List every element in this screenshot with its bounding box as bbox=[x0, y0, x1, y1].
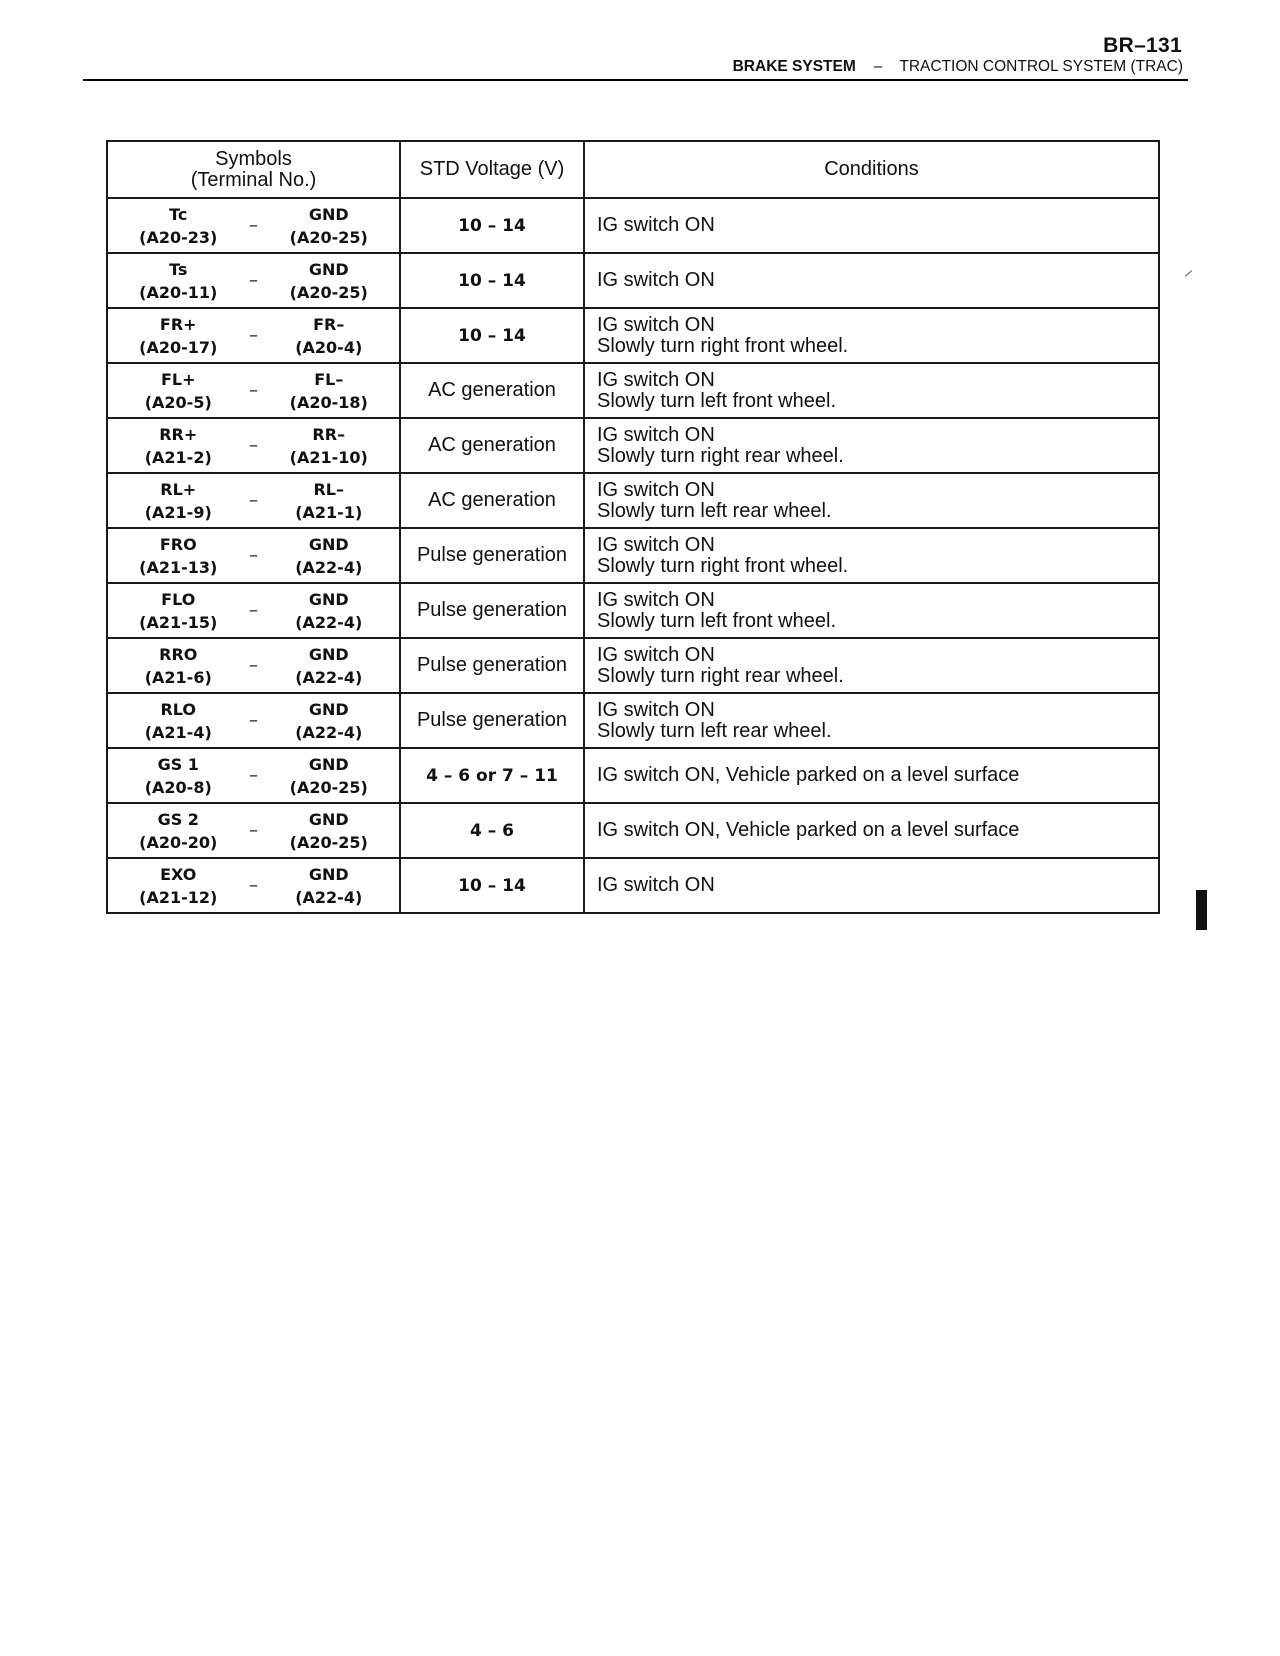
terminal-positive: (A21-15) bbox=[139, 612, 218, 632]
condition-line-2: Slowly turn right front wheel. bbox=[597, 554, 849, 577]
voltage-cell bbox=[400, 473, 584, 528]
std-voltage: AC generation bbox=[428, 489, 556, 511]
symbol-negative: RR– bbox=[312, 424, 346, 444]
symbol-dash: – bbox=[249, 545, 258, 566]
terminal-negative: (A21-1) bbox=[295, 502, 363, 522]
table-body bbox=[107, 198, 1159, 913]
std-voltage: 10 – 14 bbox=[458, 215, 526, 236]
std-voltage: 4 – 6 bbox=[470, 820, 514, 841]
symbol-negative: RL– bbox=[313, 479, 344, 499]
symbol-positive: Tc bbox=[169, 204, 188, 224]
terminal-negative: (A22-4) bbox=[295, 667, 363, 687]
voltage-cell bbox=[400, 528, 584, 583]
voltage-cell bbox=[400, 693, 584, 748]
symbols-cell bbox=[107, 528, 400, 583]
table-row bbox=[107, 473, 1159, 528]
header-voltage: STD Voltage (V) bbox=[400, 141, 584, 198]
symbols-cell bbox=[107, 198, 400, 253]
table-row bbox=[107, 803, 1159, 858]
table-row bbox=[107, 583, 1159, 638]
condition-line-1: IG switch ON, Vehicle parked on a level surface bbox=[597, 819, 1020, 841]
header-rule bbox=[83, 79, 1188, 81]
condition-line-1: IG switch ON bbox=[597, 643, 715, 666]
conditions-cell bbox=[584, 858, 1159, 913]
header-separator: – bbox=[873, 58, 883, 75]
terminal-positive: (A21-4) bbox=[144, 722, 212, 742]
symbol-dash: – bbox=[249, 490, 258, 511]
table-row bbox=[107, 638, 1159, 693]
symbol-dash: – bbox=[249, 710, 258, 731]
condition-line-1: IG switch ON bbox=[597, 698, 715, 721]
symbol-negative: GND bbox=[308, 589, 349, 609]
table-row bbox=[107, 363, 1159, 418]
symbol-negative: GND bbox=[308, 864, 349, 884]
table-row bbox=[107, 858, 1159, 913]
symbol-negative: FR– bbox=[313, 314, 345, 334]
voltage-cell bbox=[400, 748, 584, 803]
symbols-cell bbox=[107, 693, 400, 748]
terminal-negative: (A22-4) bbox=[295, 722, 363, 742]
terminal-positive: (A21-2) bbox=[144, 447, 212, 467]
symbols-cell bbox=[107, 858, 400, 913]
condition-line-2: Slowly turn right rear wheel. bbox=[597, 664, 844, 687]
symbols-cell bbox=[107, 418, 400, 473]
table-row bbox=[107, 308, 1159, 363]
header-symbols-line2: (Terminal No.) bbox=[190, 168, 317, 191]
condition-line-2: Slowly turn right rear wheel. bbox=[597, 444, 844, 467]
symbol-dash: – bbox=[249, 820, 258, 841]
terminal-positive: (A20-5) bbox=[144, 392, 212, 412]
conditions-cell bbox=[584, 363, 1159, 418]
condition-line-1: IG switch ON bbox=[597, 478, 715, 501]
terminal-positive: (A20-20) bbox=[139, 832, 218, 852]
header-conditions: Conditions bbox=[584, 141, 1159, 198]
condition-line-1: IG switch ON bbox=[597, 214, 715, 236]
voltage-cell bbox=[400, 638, 584, 693]
condition-line-1: IG switch ON bbox=[597, 874, 715, 896]
symbol-negative: GND bbox=[308, 534, 349, 554]
voltage-cell bbox=[400, 253, 584, 308]
terminal-negative: (A20-25) bbox=[289, 832, 368, 852]
voltage-cell bbox=[400, 858, 584, 913]
symbol-dash: – bbox=[249, 380, 258, 401]
std-voltage: Pulse generation bbox=[416, 654, 568, 676]
symbol-dash: – bbox=[249, 875, 258, 896]
scan-mark bbox=[1185, 270, 1193, 277]
terminal-negative: (A22-4) bbox=[295, 557, 363, 577]
std-voltage: Pulse generation bbox=[416, 709, 568, 731]
std-voltage: 10 – 14 bbox=[458, 325, 526, 346]
terminal-positive: (A21-9) bbox=[144, 502, 212, 522]
symbol-negative: GND bbox=[308, 204, 349, 224]
running-header bbox=[0, 58, 1183, 76]
symbol-positive: FR+ bbox=[159, 314, 197, 334]
voltage-cell bbox=[400, 308, 584, 363]
terminal-negative: (A22-4) bbox=[295, 612, 363, 632]
symbols-cell bbox=[107, 748, 400, 803]
conditions-cell bbox=[584, 253, 1159, 308]
terminal-negative: (A20-4) bbox=[295, 337, 363, 357]
terminal-positive: (A21-13) bbox=[139, 557, 218, 577]
terminal-negative: (A21-10) bbox=[289, 447, 368, 467]
symbols-cell bbox=[107, 363, 400, 418]
symbol-positive: FLO bbox=[161, 589, 196, 609]
table-row bbox=[107, 748, 1159, 803]
condition-line-1: IG switch ON bbox=[597, 368, 715, 391]
symbol-positive: EXO bbox=[160, 864, 197, 884]
terminal-negative: (A20-25) bbox=[289, 777, 368, 797]
std-voltage: AC generation bbox=[428, 379, 556, 401]
symbol-positive: GS 1 bbox=[157, 754, 199, 774]
condition-line-1: IG switch ON bbox=[597, 313, 715, 336]
symbol-dash: – bbox=[249, 215, 258, 236]
symbol-positive: RRO bbox=[159, 644, 198, 664]
terminal-positive: (A20-8) bbox=[144, 777, 212, 797]
symbol-dash: – bbox=[249, 435, 258, 456]
table-row bbox=[107, 528, 1159, 583]
symbol-dash: – bbox=[249, 600, 258, 621]
terminal-negative: (A22-4) bbox=[295, 887, 363, 907]
symbol-dash: – bbox=[249, 270, 258, 291]
conditions-cell bbox=[584, 748, 1159, 803]
std-voltage: 10 – 14 bbox=[458, 270, 526, 291]
symbols-cell bbox=[107, 583, 400, 638]
condition-line-1: IG switch ON bbox=[597, 269, 715, 291]
voltage-cell bbox=[400, 803, 584, 858]
header-symbols-line1: Symbols bbox=[215, 147, 292, 170]
symbol-positive: Ts bbox=[169, 259, 188, 279]
symbol-positive: GS 2 bbox=[157, 809, 199, 829]
table-row bbox=[107, 693, 1159, 748]
terminal-negative: (A20-25) bbox=[289, 227, 368, 247]
symbol-positive: RL+ bbox=[160, 479, 197, 499]
conditions-cell bbox=[584, 638, 1159, 693]
symbol-negative: GND bbox=[308, 259, 349, 279]
symbol-negative: GND bbox=[308, 754, 349, 774]
condition-line-1: IG switch ON bbox=[597, 533, 715, 556]
condition-line-1: IG switch ON, Vehicle parked on a level surface bbox=[597, 764, 1020, 786]
subsection-title: TRACTION CONTROL SYSTEM (TRAC) bbox=[899, 58, 1183, 75]
terminal-positive: (A20-17) bbox=[139, 337, 218, 357]
terminal-positive: (A20-11) bbox=[139, 282, 218, 302]
symbol-negative: GND bbox=[308, 699, 349, 719]
condition-line-2: Slowly turn left front wheel. bbox=[597, 609, 836, 632]
page-number: BR–131 bbox=[1103, 34, 1182, 57]
symbol-positive: FL+ bbox=[160, 369, 196, 389]
condition-line-2: Slowly turn left rear wheel. bbox=[597, 719, 832, 742]
condition-line-2: Slowly turn left front wheel. bbox=[597, 389, 836, 412]
voltage-cell bbox=[400, 583, 584, 638]
symbol-dash: – bbox=[249, 655, 258, 676]
std-voltage: Pulse generation bbox=[416, 599, 568, 621]
symbol-positive: FRO bbox=[159, 534, 197, 554]
symbols-cell bbox=[107, 308, 400, 363]
symbol-negative: GND bbox=[308, 644, 349, 664]
terminal-voltage-table bbox=[106, 140, 1160, 914]
symbols-cell bbox=[107, 638, 400, 693]
symbol-positive: RR+ bbox=[159, 424, 198, 444]
conditions-cell bbox=[584, 693, 1159, 748]
terminal-positive: (A21-12) bbox=[139, 887, 218, 907]
symbols-cell bbox=[107, 803, 400, 858]
table-header-row bbox=[107, 141, 1159, 198]
voltage-cell bbox=[400, 418, 584, 473]
terminal-negative: (A20-25) bbox=[289, 282, 368, 302]
symbols-cell bbox=[107, 473, 400, 528]
conditions-cell bbox=[584, 308, 1159, 363]
std-voltage: 4 – 6 or 7 – 11 bbox=[426, 765, 558, 786]
header-symbols bbox=[107, 141, 400, 198]
symbol-dash: – bbox=[249, 765, 258, 786]
conditions-cell bbox=[584, 583, 1159, 638]
conditions-cell bbox=[584, 528, 1159, 583]
symbol-negative: GND bbox=[308, 809, 349, 829]
terminal-negative: (A20-18) bbox=[289, 392, 368, 412]
symbol-negative: FL– bbox=[314, 369, 344, 389]
condition-line-2: Slowly turn left rear wheel. bbox=[597, 499, 832, 522]
voltage-cell bbox=[400, 363, 584, 418]
conditions-cell bbox=[584, 803, 1159, 858]
conditions-cell bbox=[584, 418, 1159, 473]
voltage-cell bbox=[400, 198, 584, 253]
symbols-cell bbox=[107, 253, 400, 308]
condition-line-2: Slowly turn right front wheel. bbox=[597, 334, 849, 357]
std-voltage: Pulse generation bbox=[416, 544, 568, 566]
table-row bbox=[107, 418, 1159, 473]
terminal-positive: (A21-6) bbox=[144, 667, 212, 687]
page-edge-tab bbox=[1196, 890, 1207, 930]
table-row bbox=[107, 198, 1159, 253]
conditions-cell bbox=[584, 473, 1159, 528]
condition-line-1: IG switch ON bbox=[597, 588, 715, 611]
symbol-positive: RLO bbox=[160, 699, 197, 719]
symbol-dash: – bbox=[249, 325, 258, 346]
std-voltage: 10 – 14 bbox=[458, 875, 526, 896]
std-voltage: AC generation bbox=[428, 434, 556, 456]
conditions-cell bbox=[584, 198, 1159, 253]
table-row bbox=[107, 253, 1159, 308]
condition-line-1: IG switch ON bbox=[597, 423, 715, 446]
terminal-positive: (A20-23) bbox=[139, 227, 218, 247]
section-title: BRAKE SYSTEM bbox=[732, 58, 856, 75]
